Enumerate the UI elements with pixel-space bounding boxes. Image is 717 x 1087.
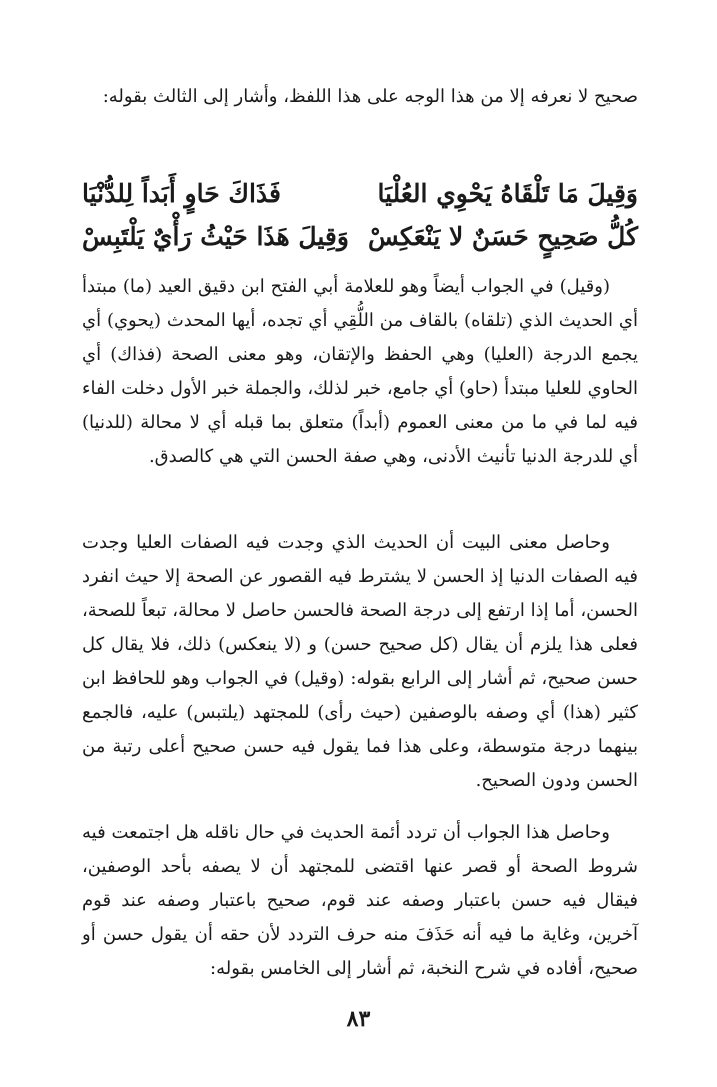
commentary-paragraph-2: وحاصل معنى البيت أن الحديث الذي وجدت فيه الصفات العليا وجدت فيه الصفات الدنيا إذ الحسن لا يشترط فيه القصور عن الصحة إلا حيث انفرد الحسن، أما إذا ارتفع إلى درجة الصحة فالحسن حاصل لا محالة، تبعاً للصحة، فعلى هذا يلزم أن يقال (كل صحيح حسن) و (لا ينعكس) ذلك، فلا يقال كل حسن صحيح، ثم أشار إلى الرابع بقوله: (وقيل) في الجواب وهو للحافظ ابن كثير (هذا) أي وصفه بالوصفين (حيث رأى) للمجتهد (يلتبس) عليه، فالجمع بينهما درجة متوسطة، وعلى هذا فما يقول فيه حسن صحيح أعلى رتبة من الحسن ودون الصحيح. bbox=[82, 532, 638, 791]
verse-line-1 bbox=[82, 172, 638, 215]
verse-2-first-hemistich: كُلُّ صَحِيحٍ حَسَنٌ لا يَنْعَكِسْ bbox=[368, 222, 638, 251]
verse-1-second-hemistich: فَذَاكَ حَاوٍ أَبَداً لِلدُّنْيَا bbox=[82, 179, 281, 208]
verse-2-second-hemistich: وَقِيلَ هَذَا حَيْثُ رَأْيٌ يَلْتَبِسْ bbox=[82, 222, 349, 251]
verse-1-first-hemistich: وَقِيلَ مَا تَلْقَاهُ يَحْوِي العُلْيَا bbox=[377, 179, 638, 208]
intro-text: صحيح لا نعرفه إلا من هذا الوجه على هذا اللفظ، وأشار إلى الثالث بقوله: bbox=[102, 86, 638, 107]
commentary-paragraph-3: وحاصل هذا الجواب أن تردد أئمة الحديث في حال ناقله هل اجتمعت فيه شروط الصحة أو قصر عنها اقتضى للمجتهد أن لا يصفه بأحد الوصفين، فيقال فيه حسن باعتبار وصفه عند قوم، صحيح باعتبار وصفه عند قوم آخرين، وغاية ما فيه أنه حَذَفَ منه حرف التردد لأن حقه أن يقول حسن أو صحيح، أفاده في شرح النخبة، ثم أشار إلى الخامس بقوله: bbox=[82, 822, 638, 979]
verse-line-2 bbox=[82, 215, 638, 258]
commentary-paragraph-1: (وقيل) في الجواب أيضاً وهو للعلامة أبي الفتح ابن دقيق العيد (ما) مبتدأ أي الحديث الذي (تلقاه) بالقاف من اللُّقِي أي تجده، أيها المحدث (يحوي) أي يجمع الدرجة (العليا) وهي الحفظ والإتقان، وهو معنى الصحة (فذاك) أي الحاوي للعليا مبتدأ (حاو) أي جامع، خبر لذلك، والجملة خبر الأول دخلت الفاء فيه لما في ما من معنى العموم (أبداً) متعلق بما قبله أي لا محالة (للدنيا) أي للدرجة الدنيا تأنيث الأدنى، وهي صفة الحسن التي هي كالصدق. bbox=[82, 276, 638, 467]
page-number: ٨٣ bbox=[346, 1006, 371, 1032]
poem-verses bbox=[82, 172, 638, 258]
